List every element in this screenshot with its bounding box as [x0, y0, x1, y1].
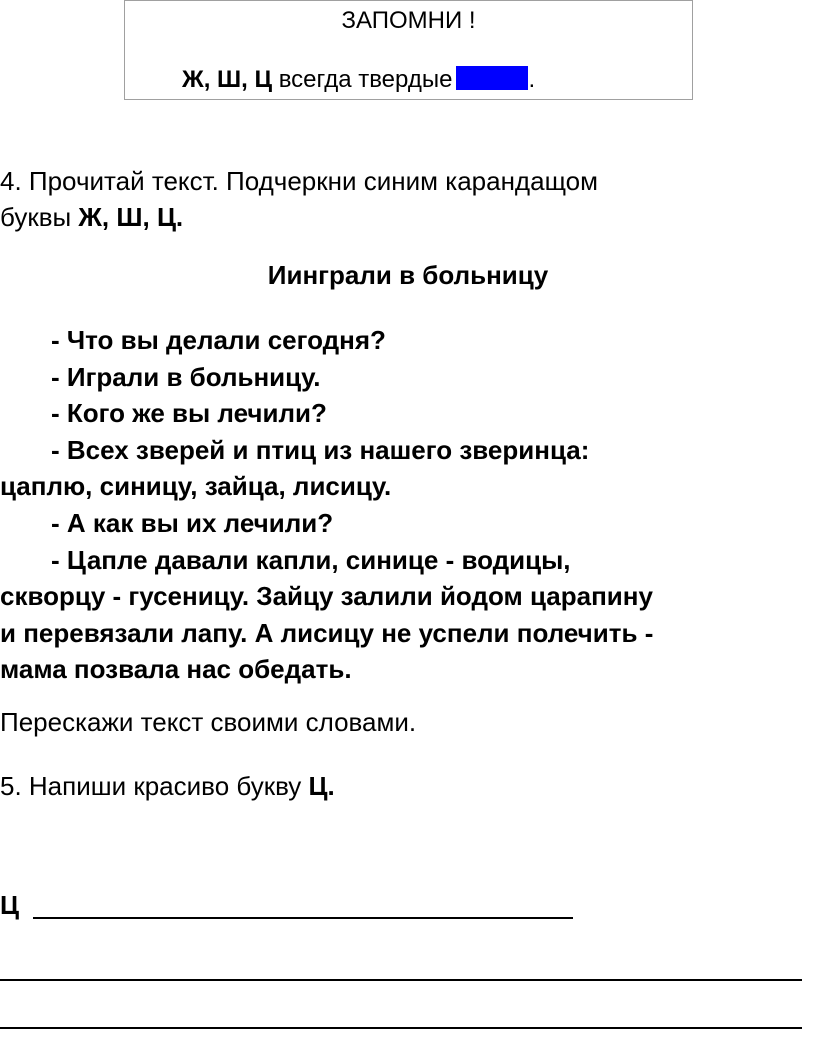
task5-letter: Ц.: [308, 771, 335, 801]
rule-period: .: [528, 66, 536, 93]
writing-line: [0, 1027, 802, 1029]
story-line: - Цапле давали капли, синице - водицы,: [51, 544, 571, 575]
story-line: цаплю, синицу, зайца, лисицу.: [0, 471, 392, 502]
story-line: - Всех зверей и птиц из нашего зверинца:: [51, 434, 590, 465]
rule-letters: Ж, Ш, Ц: [182, 66, 273, 93]
writing-line: [0, 979, 802, 981]
story-text: [0, 322, 816, 688]
task5-prefix: 5. Напиши красиво букву: [0, 771, 309, 801]
task4-instruction: 4. Прочитай текст. Подчеркни синим карандащом: [0, 166, 598, 196]
practice-letter: Ц: [0, 890, 19, 920]
task4-letters: Ж, Ш, Ц.: [78, 202, 184, 232]
story-line: - Кого же вы лечили?: [51, 398, 327, 429]
writing-line-short: [33, 917, 573, 919]
remember-title: ЗАПОМНИ !: [341, 7, 476, 34]
story-line: мама позвала нас обедать.: [0, 654, 352, 685]
task4-prefix: буквы: [0, 202, 79, 232]
remember-rule: [182, 66, 535, 94]
story-line: - Что вы делали сегодня?: [51, 325, 386, 355]
story-line: - А как вы их лечили?: [51, 507, 334, 538]
rule-text: всегда твердые: [278, 66, 453, 93]
task5-instruction: [0, 771, 335, 802]
retell-instruction: Перескажи текст своими словами.: [0, 707, 417, 737]
story-title: Иинграли в больницу: [267, 260, 549, 290]
story-line: - Играли в больницу.: [51, 361, 321, 392]
task4-instruction-letters: [0, 202, 183, 233]
story-line: и перевязали лапу. А лисицу не успели полечить -: [0, 617, 654, 648]
blue-color-swatch: [456, 66, 528, 90]
remember-box: [124, 0, 693, 100]
story-line: скворцу - гусеницу. Зайцу залили йодом царапину: [0, 581, 653, 612]
